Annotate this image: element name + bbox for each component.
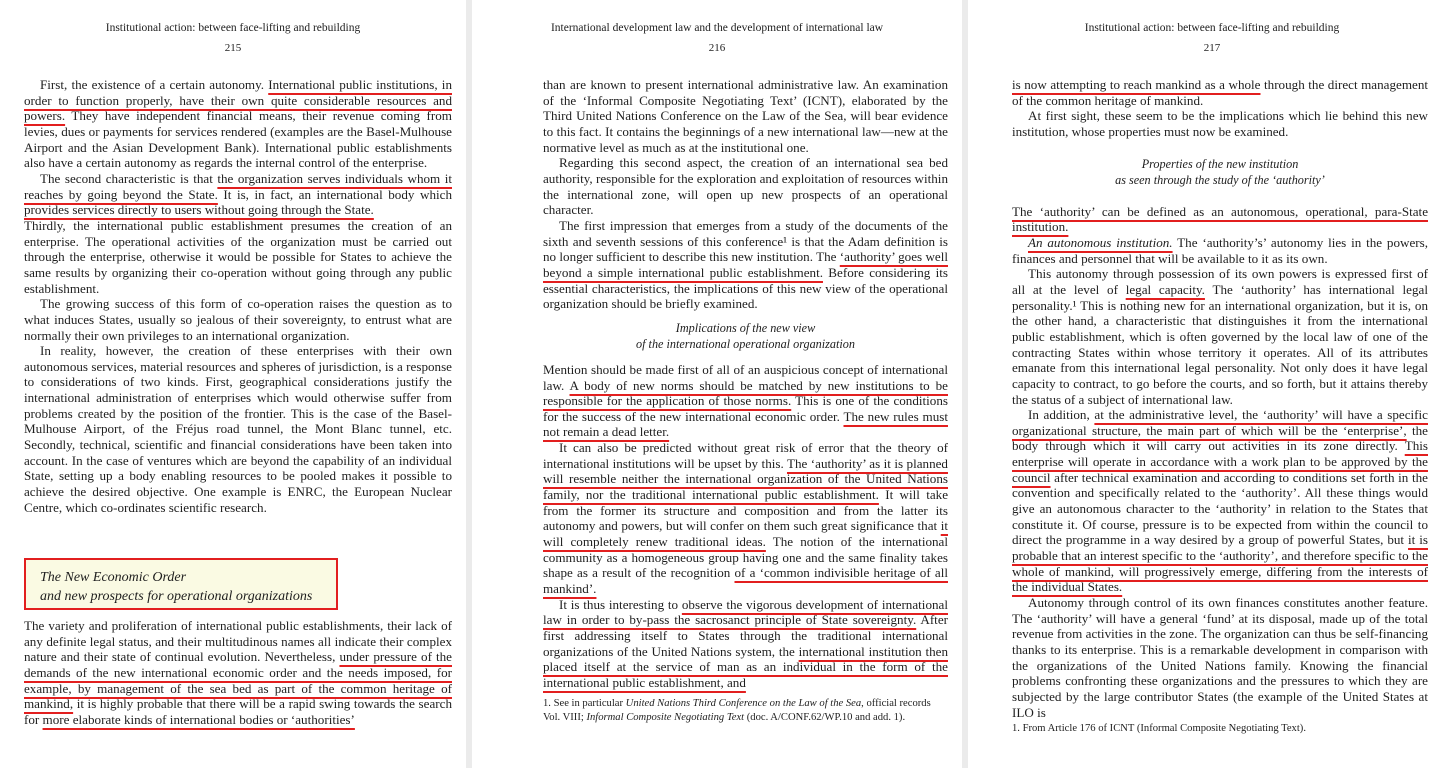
paragraph: The second characteristic is that the organization serves individuals whom it reaches by going beyond the State. It is, in fact, an international body which provides services directly to users without going through the State.	[24, 170, 452, 218]
paragraph: It is thus interesting to observe the vigorous development of international law in order to by-pass the sacrosanct principle of State sovereignty. After first addressing itself to States through the traditional international organizations of the United Nations system, the international institution then placed itself at the service of man as an individual in the form of the international public establishment, and	[543, 596, 948, 690]
page-217	[968, 0, 1456, 768]
highlight-underline: The new rules must not remain a dead letter.	[543, 408, 948, 440]
body-text-bottom	[24, 618, 452, 728]
highlight-underline: The ‘authority’ can be defined as an autonomous, operational, para-State institution.	[1012, 203, 1428, 235]
highlight-underline: A body of new norms should be matched by new institutions to be responsible for the application of those norms.	[543, 377, 948, 409]
highlight-underline: This enterprise will operate in accordance with a work plan to be approved by the council	[1012, 438, 1428, 485]
paragraph	[1012, 204, 1428, 235]
highlight-underline: is now attempting to reach mankind as a whole	[1012, 77, 1261, 92]
footnote: 1. From Article 176 of ICNT (Informal Composite Negotiating Text).	[1012, 723, 1306, 734]
paragraph: This autonomy through possession of its own powers is expressed first of all at the level of legal capacity. The ‘authority’ has international legal personality.¹ This is nothing new for an international organization, but it is, on the other hand, a characteristic that distinguishes it from the international public establishment, which is often governed by the local law of one of the contracting States within whose territory it operates. All of its attributes emanate from this international legal personality. Not only does it have legal capacity to contract, to go before the courts, and so forth, but it attains thereby the status of a subject of international law.	[1012, 266, 1428, 407]
paragraph: is now attempting to reach mankind as a whole through the direct management of the common heritage of mankind.	[1012, 77, 1428, 108]
paragraph: The growing success of this form of co-operation raises the question as to what induces States, usually so jealous of their sovereignty, to entrust what are normally their own privileges to an international organization.	[24, 296, 452, 343]
paragraph: Autonomy through control of its own finances constitutes another feature. The ‘authority’ will have a general ‘fund’ at its disposal, made up of the total revenue from activities in the zone. The organization can thus be self-financing thanks to its enterprise. This is a remarkable development in comparison with the organizations of the United Nations family. Knowing the financial problems confronting these organizations and the pressures to which they are subjected by the large contributor States (the example of the United States at ILO is	[1012, 595, 1428, 720]
subheading: Properties of the new institution as seen through the study of the ‘authority’	[1115, 156, 1325, 187]
section-subtitle: and new prospects for operational organizations	[40, 589, 313, 604]
body-text-top	[24, 77, 452, 515]
highlight-underline: under pressure of the demands of the new international economic order and the needs imposed, for example, by management of the sea bed as part of the common heritage of mankind,	[24, 649, 452, 712]
highlight-underline: ‘authority’ goes well beyond a simple international public establishment.	[543, 249, 948, 280]
paragraph: Thirdly, the international public establishment presumes the creation of an enterprise. The operational activities of the organization must be carried out through the enterprise, otherwise it would be possible for States to achieve the same results by organizing their co-operation without going through any public establishment.	[24, 217, 452, 296]
body-text	[1012, 77, 1428, 720]
paragraph: than are known to present international administrative law. An examination of the ‘Informal Composite Negotiating Text’ (ICNT), elaborated by the Third United Nations Conference on the Law of the Sea, will bear evidence to this fact. It contains the beginnings of a new international law—new at the normative level as much as at the institutional one.	[543, 77, 948, 155]
running-header: Institutional action: between face-lifting and rebuilding	[1084, 22, 1340, 34]
highlight-underline: of a ‘common indivisible heritage of all mankind’.	[543, 565, 948, 597]
highlight-underline: the organization serves individuals whom it reaches by going beyond the State.	[24, 170, 452, 202]
paragraph: First, the existence of a certain autonomy. International public institutions, in order to function properly, have their own quite considerable resources and powers. They have independent financial means, their revenue coming from levies, dues or payments for services rendered (examples are the Basel-Mulhouse Airport and the Asian Development Bank). International public establishments also have a certain autonomy as regards the internal control of the enterprise.	[24, 77, 452, 171]
footnote: 1. See in particular United Nations Third Conference on the Law of the Sea, official records Vol. VIII; Informal Composite Negotiating Text (doc. A/CONF.62/WP.10 and add. 1).	[543, 698, 931, 723]
subheading: Implications of the new view of the international operational organization	[636, 320, 855, 351]
paragraph: In reality, however, the creation of these enterprises with their own autonomous services, material resources and spheres of jurisdiction, is a response to considerations of two kinds. First, geographical considerations justify the international administration of enterprises which would otherwise suffer from problems created by the position of the frontier. This is the case of the Basel-Mulhouse Airport, of the Fréjus road tunnel, the Mont Blanc tunnel, etc. Secondly, technical, scientific and financial considerations have been taken into account. In the case of ventures which are beyond the capability of an individual State, setting up a body enabling resources to be pooled makes it possible to achieve the desired objective. One example is ENRC, the European Nuclear Centre, which co-ordinates scientific research.	[24, 343, 452, 515]
highlight-underline: provides services directly to users without going through the State.	[24, 202, 374, 218]
highlight-underline: International public institutions, in order to function properly, have their own quite considerable resources and powers.	[24, 77, 452, 124]
paragraph: An autonomous institution. The ‘authority’s’ autonomy lies in the powers, finances and personnel that will be available to it as its own.	[1012, 234, 1428, 266]
page-number: 217	[1203, 42, 1221, 54]
paragraph: At first sight, these seem to be the implications which lie behind this new institution, whose properties must now be examined.	[1012, 108, 1428, 139]
section-title: The New Economic Order	[40, 570, 187, 585]
highlight-underline: The ‘authority’ as it is planned will resemble neither the international organization of the United Nations family, nor the traditional international public establishment.	[543, 455, 948, 503]
highlight-underline: observe the vigorous development of international law in order to by-pass the sacrosanct principle of State sovereignty.	[543, 596, 948, 628]
paragraph: The variety and proliferation of international public establishments, their lack of any definite legal status, and their multitudinous names all indicate their complex nature and their state of continual evolution. Nevertheless, under pressure of the demands of the new international economic order and the needs imposed, for example, by management of the sea bed as part of the common heritage of mankind, it is highly probable that there will be a rapid swing towards the search for more elaborate kinds of international bodies or ‘authorities’	[24, 618, 452, 727]
highlight-underline: legal capacity.	[1125, 281, 1205, 297]
page-216	[472, 0, 962, 768]
paragraph: The first impression that emerges from a study of the documents of the sixth and seventh sessions of this conference¹ is that the Adam definition is no longer sufficient to describe this new institution. The ‘authority’ goes well beyond a simple international public establishment. Before considering its essential characteristics, the implications of this new view of the operational organization should be briefly examined.	[543, 217, 948, 312]
highlight-underline: at the administrative level, the ‘authority’ will have a specific organizational structure, the main part of which will be the ‘enterprise’,	[1012, 407, 1428, 438]
highlight-underline: it is probable that an interest specific to the ‘authority’, and therefore specific to the whole of mankind, will progressively emerge, differing from the interests of the individual States.	[1012, 532, 1428, 595]
running-header: International development law and the development of international law	[550, 22, 884, 34]
paragraph: Mention should be made first of all of an auspicious concept of international law. A body of new norms should be matched by new institutions to be responsible for the application of those norms. This is one of the conditions for the success of the new international economic order. The new rules must not remain a dead letter.	[543, 361, 948, 440]
highlight-underline: more elaborate kinds of international bodies or ‘authorities’	[42, 711, 355, 727]
section-heading-box	[24, 558, 338, 610]
body-text	[543, 77, 948, 691]
paragraph: Regarding this second aspect, the creation of an international sea bed authority, responsible for the exploration and exploitation of resources within the international zone, will open up new prospects of an operational character.	[543, 155, 948, 218]
highlight-underline: it will completely renew traditional ideas.	[543, 518, 948, 550]
highlight-underline: An autonomous institution.	[1028, 234, 1173, 250]
page-215	[0, 0, 466, 768]
paragraph: In addition, at the administrative level, the ‘authority’ will have a specific organizational structure, the main part of which will be the ‘enterprise’, the body through which it will carry out activities in its zone directly. This enterprise will operate in accordance with a work plan to be approved by the council after technical examination and according to conditions set forth in the convention and specifically related to the ‘authority’. All these things would give an autonomous character to the ‘authority’ in relation to the States that constitute it. Of course, pressure is to be expected from within the council to direct the programme in a way desired by a group of powerful States, but it is probable that an interest specific to the ‘authority’, and therefore specific to the whole of mankind, will progressively emerge, differing from the interests of the individual States.	[1012, 407, 1428, 595]
page-number: 216	[708, 42, 726, 54]
paragraph: It can also be predicted without great risk of error that the theory of international institutions will be upset by this. The ‘authority’ as it is planned will resemble neither the international organization of the United Nations family, nor the traditional international public establishment. It will take from the former its structure and composition and from the latter its autonomy and powers, but will confer on them such great significance that it will completely renew traditional ideas. The notion of the international community as a homogeneous group having one and the same finality takes shape as a result of the recognition of a ‘common indivisible heritage of all mankind’.	[543, 440, 949, 597]
running-header: Institutional action: between face-lifting and rebuilding	[105, 22, 361, 34]
highlight-underline: international institution then placed itself at the service of man as an individual in the form of the international public establishment, and	[543, 643, 948, 690]
page-number: 215	[224, 42, 242, 54]
